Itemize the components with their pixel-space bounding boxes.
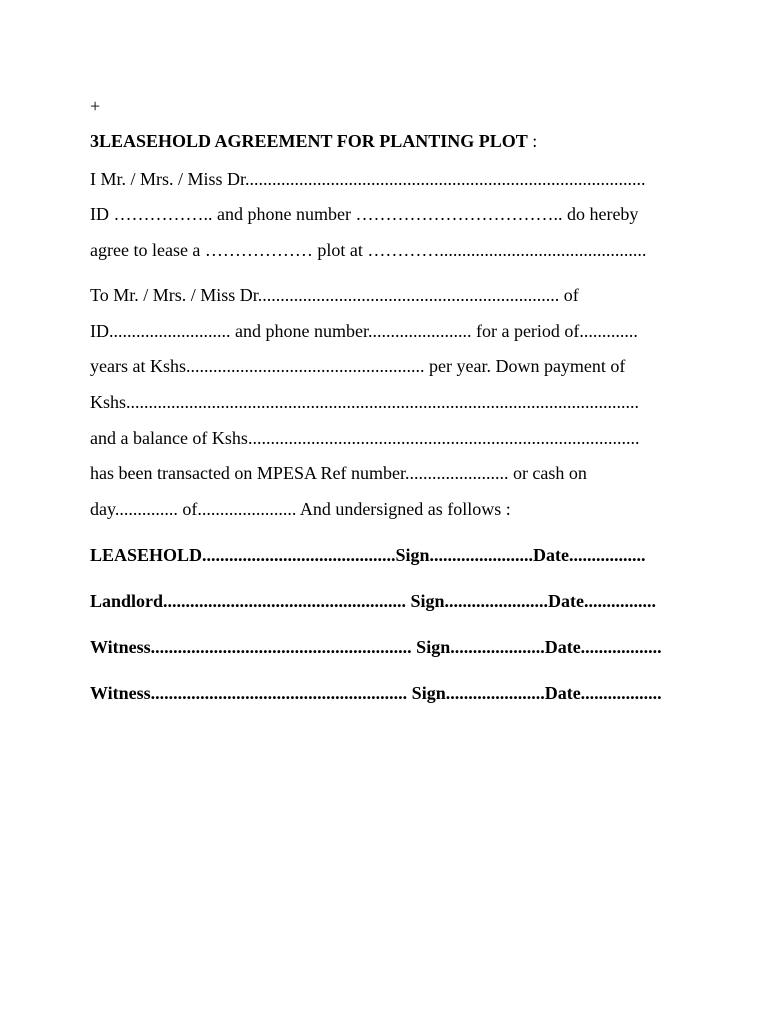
title-text: 3LEASEHOLD AGREEMENT FOR PLANTING PLOT bbox=[90, 131, 528, 151]
para1-line-2: ID …………….. and phone number …………………………….. do hereby bbox=[90, 204, 639, 224]
para2-line-4: Kshs.................................................................................................................. bbox=[90, 392, 640, 412]
witness-signature-line-2: Witness......................................................... Sign......................Date.................. bbox=[90, 683, 662, 703]
para2-line-7: day.............. of...................... And undersigned as follows : bbox=[90, 499, 511, 519]
title-colon: : bbox=[527, 131, 538, 151]
para2-line-5: and a balance of Kshs....................................................................................... bbox=[90, 428, 640, 448]
para2-line-3: years at Kshs..................................................... per year. Down payment of bbox=[90, 356, 626, 376]
para2-line-1: To Mr. / Mrs. / Miss Dr................................................................... of bbox=[90, 285, 579, 305]
para1-line-1: I Mr. / Mrs. / Miss Dr......................................................................................... bbox=[90, 169, 646, 189]
para2-line-2: ID........................... and phone number....................... for a period of............. bbox=[90, 321, 638, 341]
witness-signature-line-1: Witness.......................................................... Sign.....................Date.................. bbox=[90, 637, 662, 657]
plus-mark: + bbox=[90, 96, 101, 116]
para2-line-6: has been transacted on MPESA Ref number....................... or cash on bbox=[90, 463, 587, 483]
document-title bbox=[90, 130, 537, 152]
landlord-signature-line: Landlord...................................................... Sign.......................Date................ bbox=[90, 591, 657, 611]
para1-line-3: agree to lease a ……………… plot at ………….............................................. bbox=[90, 240, 647, 260]
leasehold-signature-line: LEASEHOLD...........................................Sign.......................Date................. bbox=[90, 545, 646, 565]
